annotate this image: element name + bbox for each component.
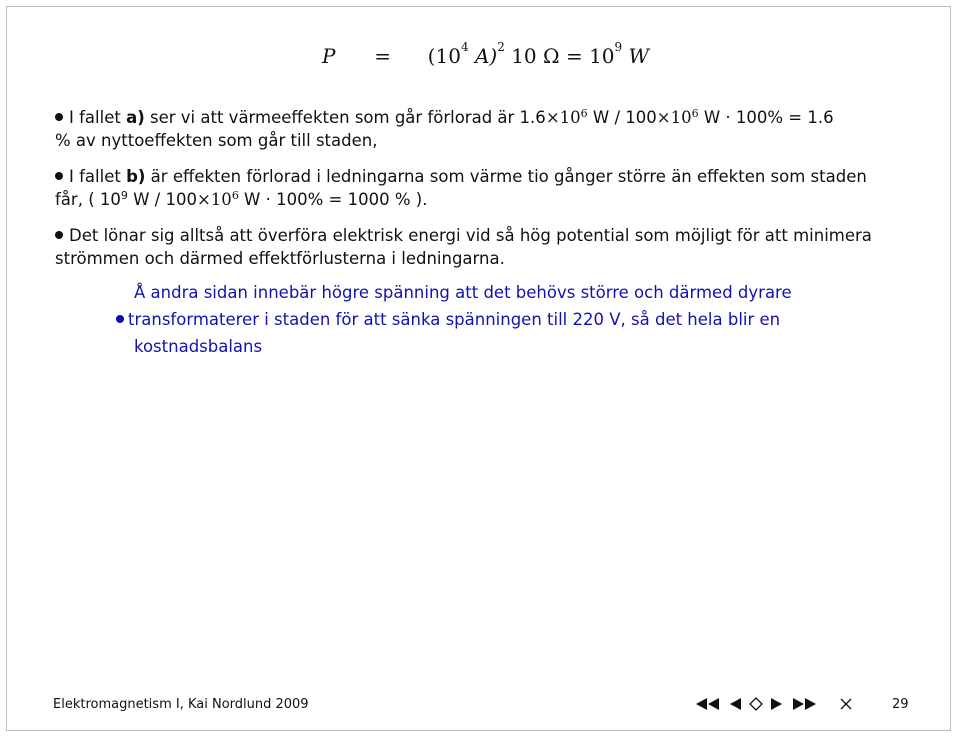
first-page-icon[interactable]: [695, 697, 721, 711]
text-span: Det lönar sig alltså att överföra elektrisk energi vid så hög potential som möjligt för att minimera: [69, 226, 872, 245]
nav-bar: [695, 693, 853, 715]
case-label: a): [126, 108, 145, 127]
bullet-icon: [116, 315, 124, 323]
bullet-2-line-1: [55, 167, 867, 187]
eq-exp: 9: [614, 40, 623, 54]
bullet-2-line-2: [55, 190, 427, 212]
eq-equals: =: [374, 44, 391, 68]
bullet-4-line-3: kostnadsbalans: [134, 337, 263, 356]
eq-unit-a: A): [474, 44, 498, 68]
bullet-4-line-1: Å andra sidan innebär högre spänning att det behövs större och därmed dyrare: [134, 283, 792, 302]
eq-ten: 10: [589, 44, 615, 68]
exponent: 6: [691, 107, 699, 120]
eq-exp: 2: [497, 40, 505, 54]
exponent: 9: [120, 189, 128, 202]
eq-exp: 4: [460, 40, 469, 54]
text-span: transformaterer i staden för att sänka spänningen till 220 V, så det hela blir en: [128, 310, 781, 329]
power-equation: [322, 40, 650, 68]
text-span: W / 100: [127, 190, 197, 209]
text-span: ×10: [656, 108, 692, 127]
bullet-icon: [55, 113, 63, 121]
bullet-icon: [55, 172, 63, 180]
text-span: W / 100: [587, 108, 657, 127]
text-span: W · 100% = 1000 % ).: [238, 190, 428, 209]
bullet-4-line-2: [116, 310, 780, 330]
text-span: I fallet: [69, 108, 127, 127]
footer-credit: Elektromagnetism I, Kai Nordlund 2009: [53, 697, 309, 712]
text-span: ser vi att värmeeffekten som går förlorad är 1.6: [144, 108, 546, 127]
text-span: I fallet: [69, 167, 127, 186]
eq-resistance: 10 Ω: [511, 44, 560, 68]
bullet-3-line-1: [55, 226, 872, 246]
text-span: är effekten förlorad i ledningarna som värme tio gånger större än effekten som staden: [145, 167, 867, 186]
text-span: ×10: [196, 190, 232, 209]
close-icon[interactable]: [839, 697, 853, 711]
bullet-3-line-2: strömmen och därmed effektförlusterna i ledningarna.: [55, 249, 505, 268]
text-span: ×10: [545, 108, 581, 127]
text-span: får, ( 10: [55, 190, 121, 209]
prev-page-icon[interactable]: [729, 697, 743, 711]
bullet-1-line-1: [55, 108, 834, 130]
case-label: b): [126, 167, 146, 186]
bullet-icon: [55, 231, 63, 239]
math-span: [546, 108, 588, 127]
eq-paren: (10: [427, 44, 461, 68]
diamond-icon[interactable]: [749, 697, 763, 711]
eq-lhs: P: [322, 44, 336, 68]
math-span: [197, 190, 239, 209]
exponent: 6: [580, 107, 588, 120]
text-span: W · 100% = 1.6: [698, 108, 834, 127]
last-page-icon[interactable]: [791, 697, 817, 711]
eq-equals: =: [565, 44, 583, 68]
eq-unit-w: W: [628, 44, 650, 68]
bullet-1-line-2: % av nyttoeffekten som går till staden,: [55, 131, 378, 150]
next-page-icon[interactable]: [769, 697, 783, 711]
math-span: [657, 108, 699, 127]
page-number: 29: [892, 697, 909, 712]
exponent: 6: [231, 189, 239, 202]
